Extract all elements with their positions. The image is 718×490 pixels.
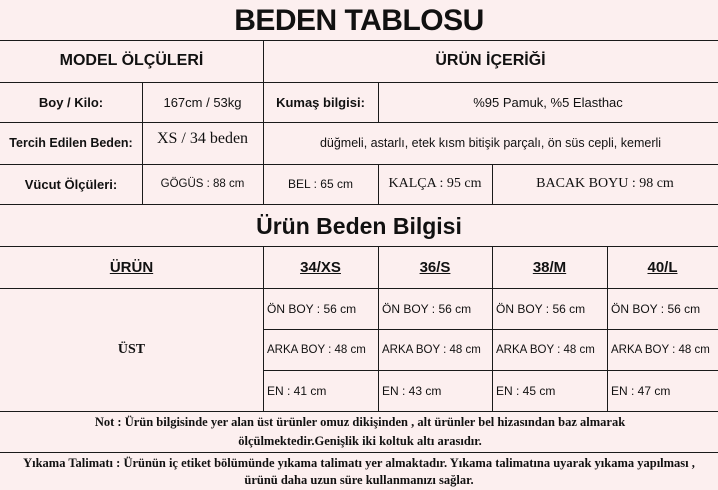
size-header-s: 36/S bbox=[419, 258, 451, 276]
measure-on-boy: ÖN BOY : 56 cm bbox=[382, 302, 472, 316]
size-header-m: 38/M bbox=[532, 258, 567, 276]
size-header-xs: 34/XS bbox=[300, 258, 341, 276]
tercih-value: XS / 34 beden bbox=[156, 130, 249, 147]
page-title: BEDEN TABLOSU bbox=[234, 4, 484, 37]
kumas-label: Kumaş bilgisi: bbox=[276, 94, 365, 110]
measure-en: EN : 47 cm bbox=[611, 384, 671, 398]
divider bbox=[0, 452, 718, 453]
washing-text: Yıkama Talimatı : Ürünün iç etiket bölümünde yıkama talimatı yer almaktadır. Yıkama talimatına uyarak yıkama yapılması , ürünü daha uzun süre kullanmanızı sağlar. bbox=[23, 456, 695, 487]
divider bbox=[0, 411, 718, 412]
model-header: MODEL ÖLÇÜLERİ bbox=[59, 52, 204, 69]
measure-en: EN : 41 cm bbox=[267, 384, 327, 398]
measure-arka-boy: ARKA BOY : 48 cm bbox=[496, 344, 595, 356]
boy-kilo-value: 167cm / 53kg bbox=[163, 94, 242, 110]
row-label-ust: ÜST bbox=[117, 341, 146, 357]
product-header: ÜRÜN bbox=[109, 258, 154, 276]
measure-arka-boy: ARKA BOY : 48 cm bbox=[267, 344, 366, 356]
urun-details: düğmeli, astarlı, etek kısm bitişik parçalı, ön süs cepli, kemerli bbox=[319, 136, 662, 150]
size-table-title: Ürün Beden Bilgisi bbox=[256, 212, 462, 239]
bel-value: BEL : 65 cm bbox=[288, 177, 353, 191]
urun-header: ÜRÜN İÇERİĞİ bbox=[435, 52, 546, 69]
measure-en: EN : 45 cm bbox=[496, 384, 556, 398]
tercih-label: Tercih Edilen Beden: bbox=[9, 136, 133, 150]
divider bbox=[0, 204, 718, 205]
measure-arka-boy: ARKA BOY : 48 cm bbox=[382, 344, 481, 356]
vucut-label: Vücut Ölçüleri: bbox=[24, 176, 118, 192]
gogus-value: GÖGÜS : 88 cm bbox=[160, 178, 245, 190]
bacak-boyu-value: BACAK BOYU : 98 cm bbox=[536, 176, 674, 191]
note-text: Not : Ürün bilgisinde yer alan üst ürünler omuz dikişinden , alt ürünler bel hizasından baz almarak ölçülmektedir.Genişlik iki koltuk altı arasıdır. bbox=[94, 415, 626, 448]
measure-on-boy: ÖN BOY : 56 cm bbox=[611, 302, 701, 316]
kalca-value: KALÇA : 95 cm bbox=[388, 176, 482, 191]
measure-en: EN : 43 cm bbox=[382, 384, 442, 398]
size-header-l: 40/L bbox=[647, 258, 678, 276]
measure-on-boy: ÖN BOY : 56 cm bbox=[496, 302, 586, 316]
measure-on-boy: ÖN BOY : 56 cm bbox=[267, 302, 357, 316]
kumas-value: %95 Pamuk, %5 Elasthac bbox=[473, 94, 623, 110]
measure-arka-boy: ARKA BOY : 48 cm bbox=[611, 344, 710, 356]
boy-kilo-label: Boy / Kilo: bbox=[38, 94, 104, 110]
